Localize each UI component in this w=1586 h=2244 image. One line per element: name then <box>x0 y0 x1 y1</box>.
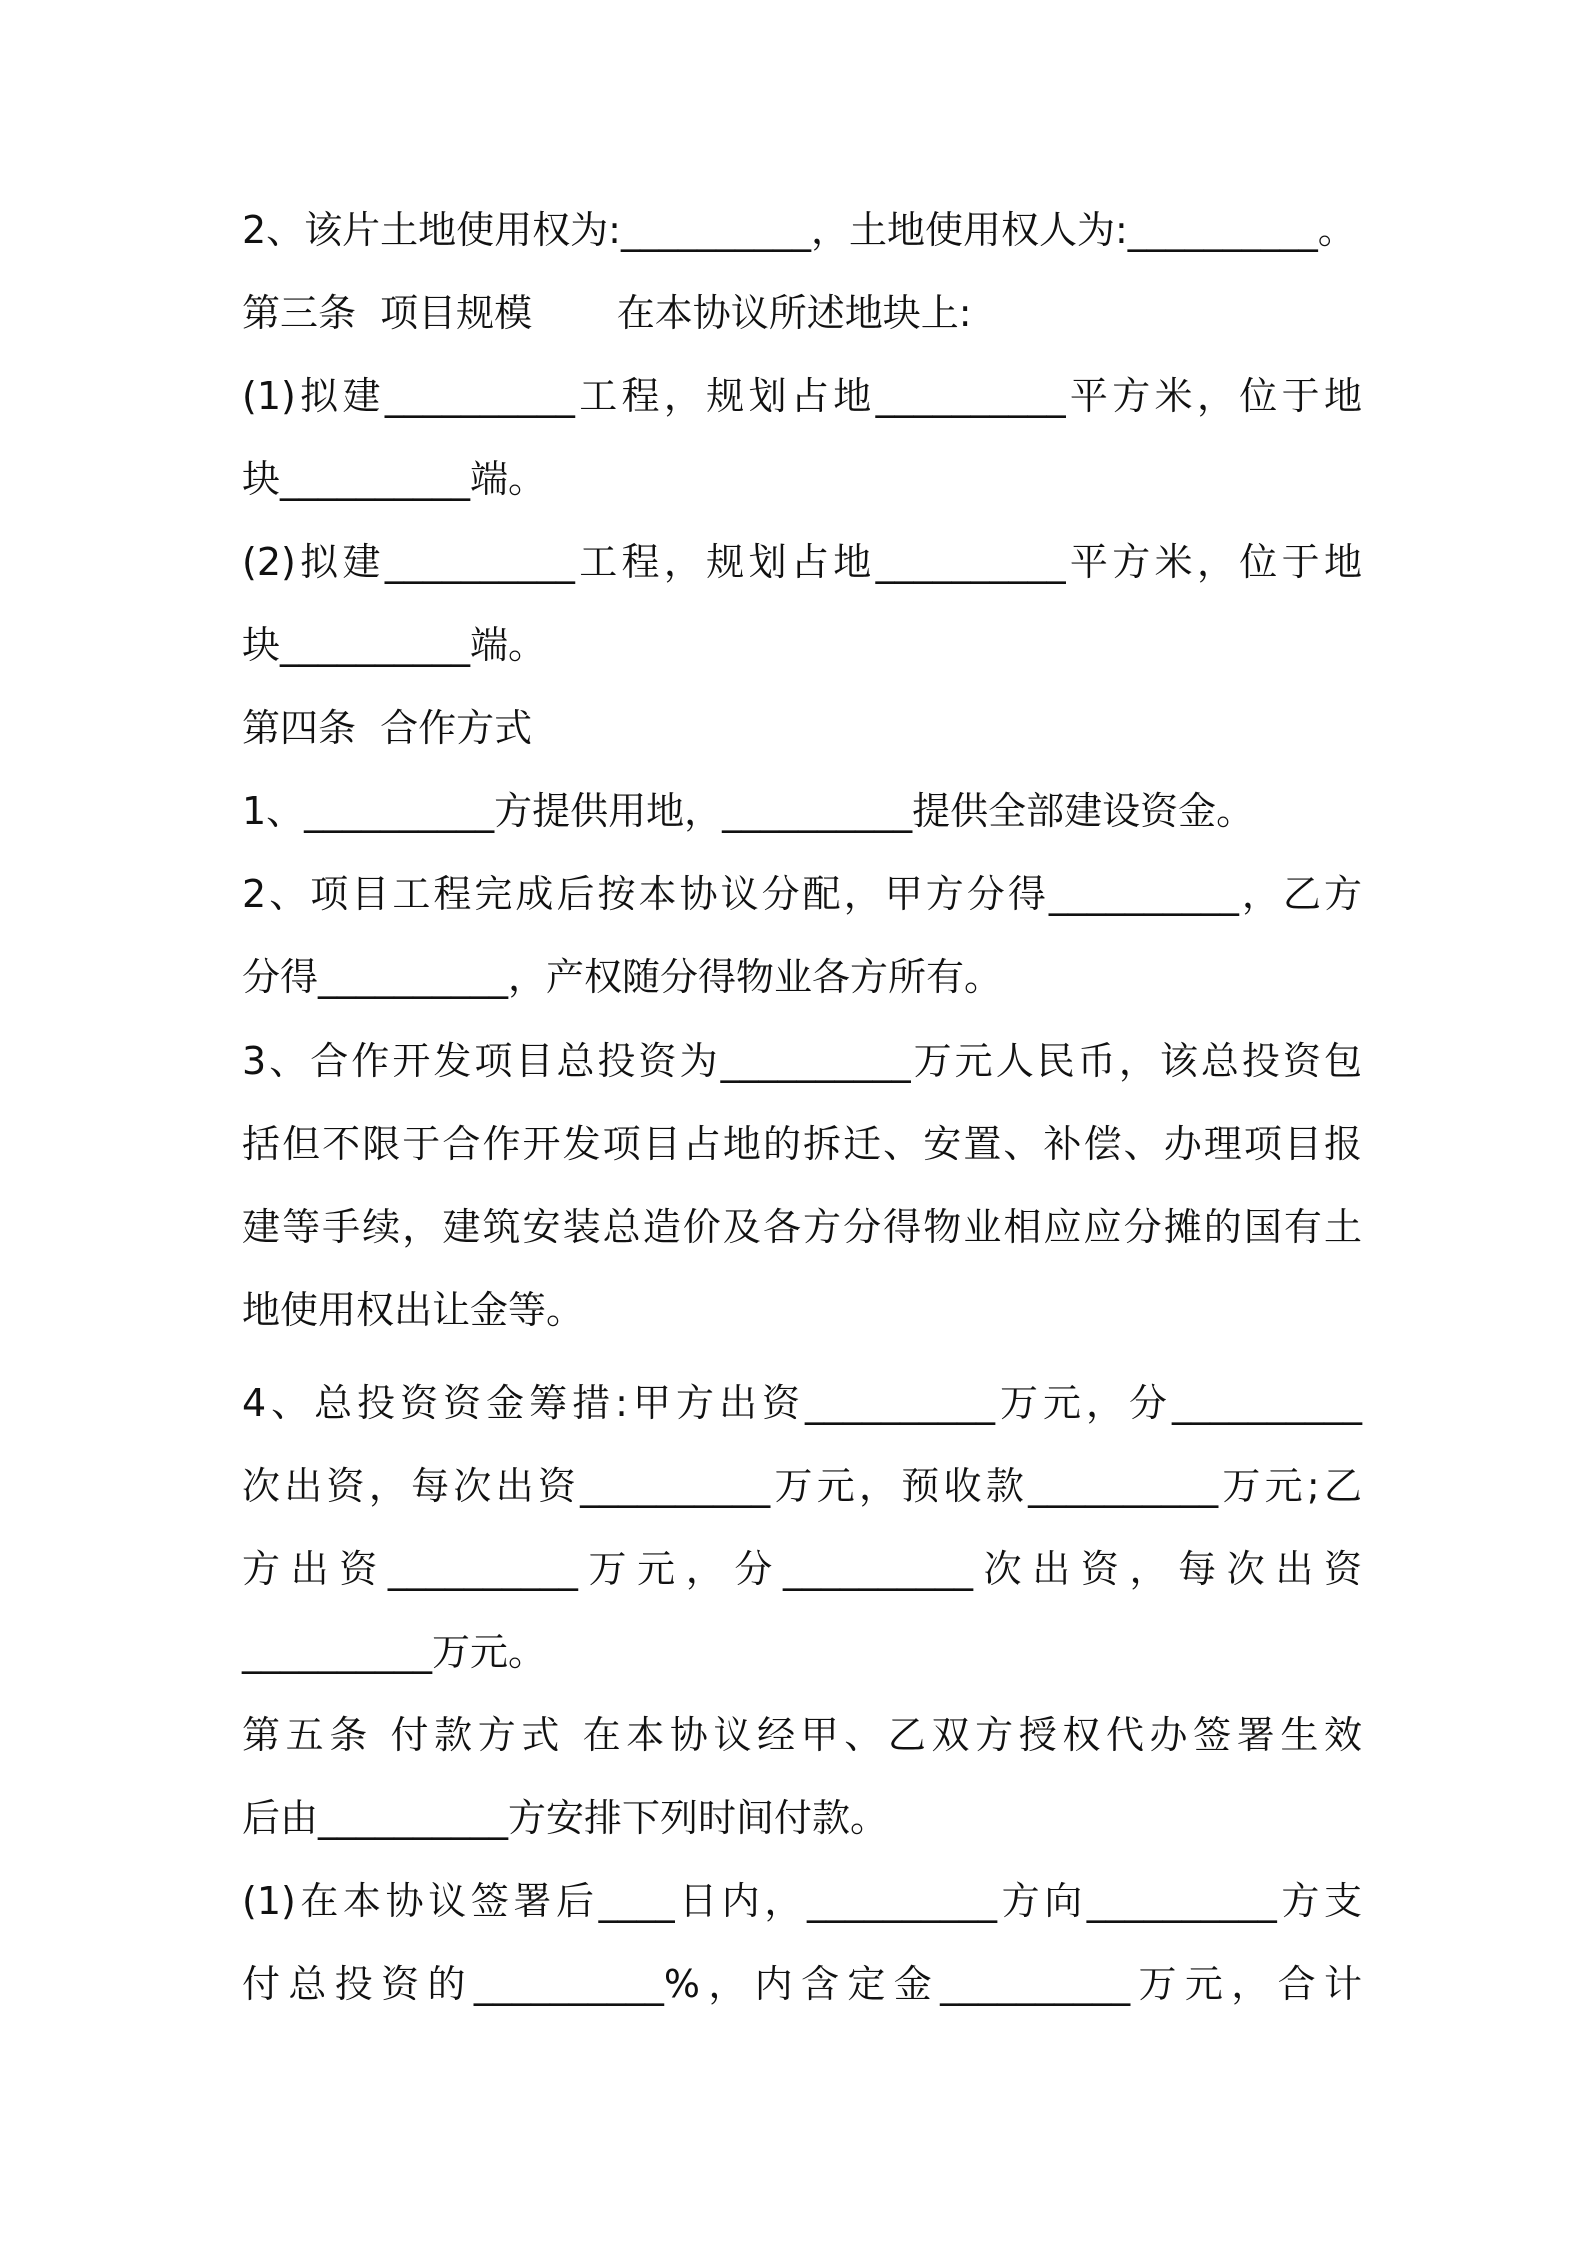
text-line: 3、合作开发项目总投资为__________万元人民币，该总投资包 <box>242 1039 1362 1083</box>
text-line: 块__________端。 <box>242 457 547 501</box>
text-line: 2、项目工程完成后按本协议分配，甲方分得__________，乙方 <box>242 872 1362 916</box>
text-line: 付总投资的__________%，内含定金__________万元，合计 <box>242 1962 1362 2006</box>
text-line: 4、总投资资金筹措:甲方出资__________万元，分__________ <box>242 1381 1362 1425</box>
text-line: (2)拟建__________工程，规划占地__________平方米，位于地 <box>242 540 1362 584</box>
text-line: 1、__________方提供用地，__________提供全部建设资金。 <box>242 789 1255 833</box>
text-line: (1)拟建__________工程，规划占地__________平方米，位于地 <box>242 374 1362 418</box>
text-line: 括但不限于合作开发项目占地的拆迁、安置、补偿、办理项目报 <box>242 1122 1362 1166</box>
text-line: 2、该片土地使用权为:__________，土地使用权人为:__________。 <box>242 208 1356 252</box>
text-line: (1)在本协议签署后____日内，__________方向__________方支 <box>242 1879 1362 1923</box>
section-heading-4: 第四条 合作方式 <box>242 706 533 750</box>
text-line: 地使用权出让金等。 <box>242 1288 585 1332</box>
text-line: 块__________端。 <box>242 623 547 667</box>
text-line: 分得__________，产权随分得物业各方所有。 <box>242 955 1003 999</box>
section-heading-3: 第三条 项目规模 在本协议所述地块上: <box>242 291 972 335</box>
text-line: 后由__________方安排下列时间付款。 <box>242 1796 889 1840</box>
text-line: 建等手续，建筑安装总造价及各方分得物业相应应分摊的国有土 <box>242 1205 1362 1249</box>
text-line: 次出资，每次出资__________万元，预收款__________万元;乙 <box>242 1464 1362 1508</box>
text-line: __________万元。 <box>242 1630 547 1674</box>
text-line: 方出资__________万元，分__________次出资，每次出资 <box>242 1547 1362 1591</box>
section-heading-5: 第五条 付款方式 在本协议经甲、乙双方授权代办签署生效 <box>242 1713 1362 1757</box>
